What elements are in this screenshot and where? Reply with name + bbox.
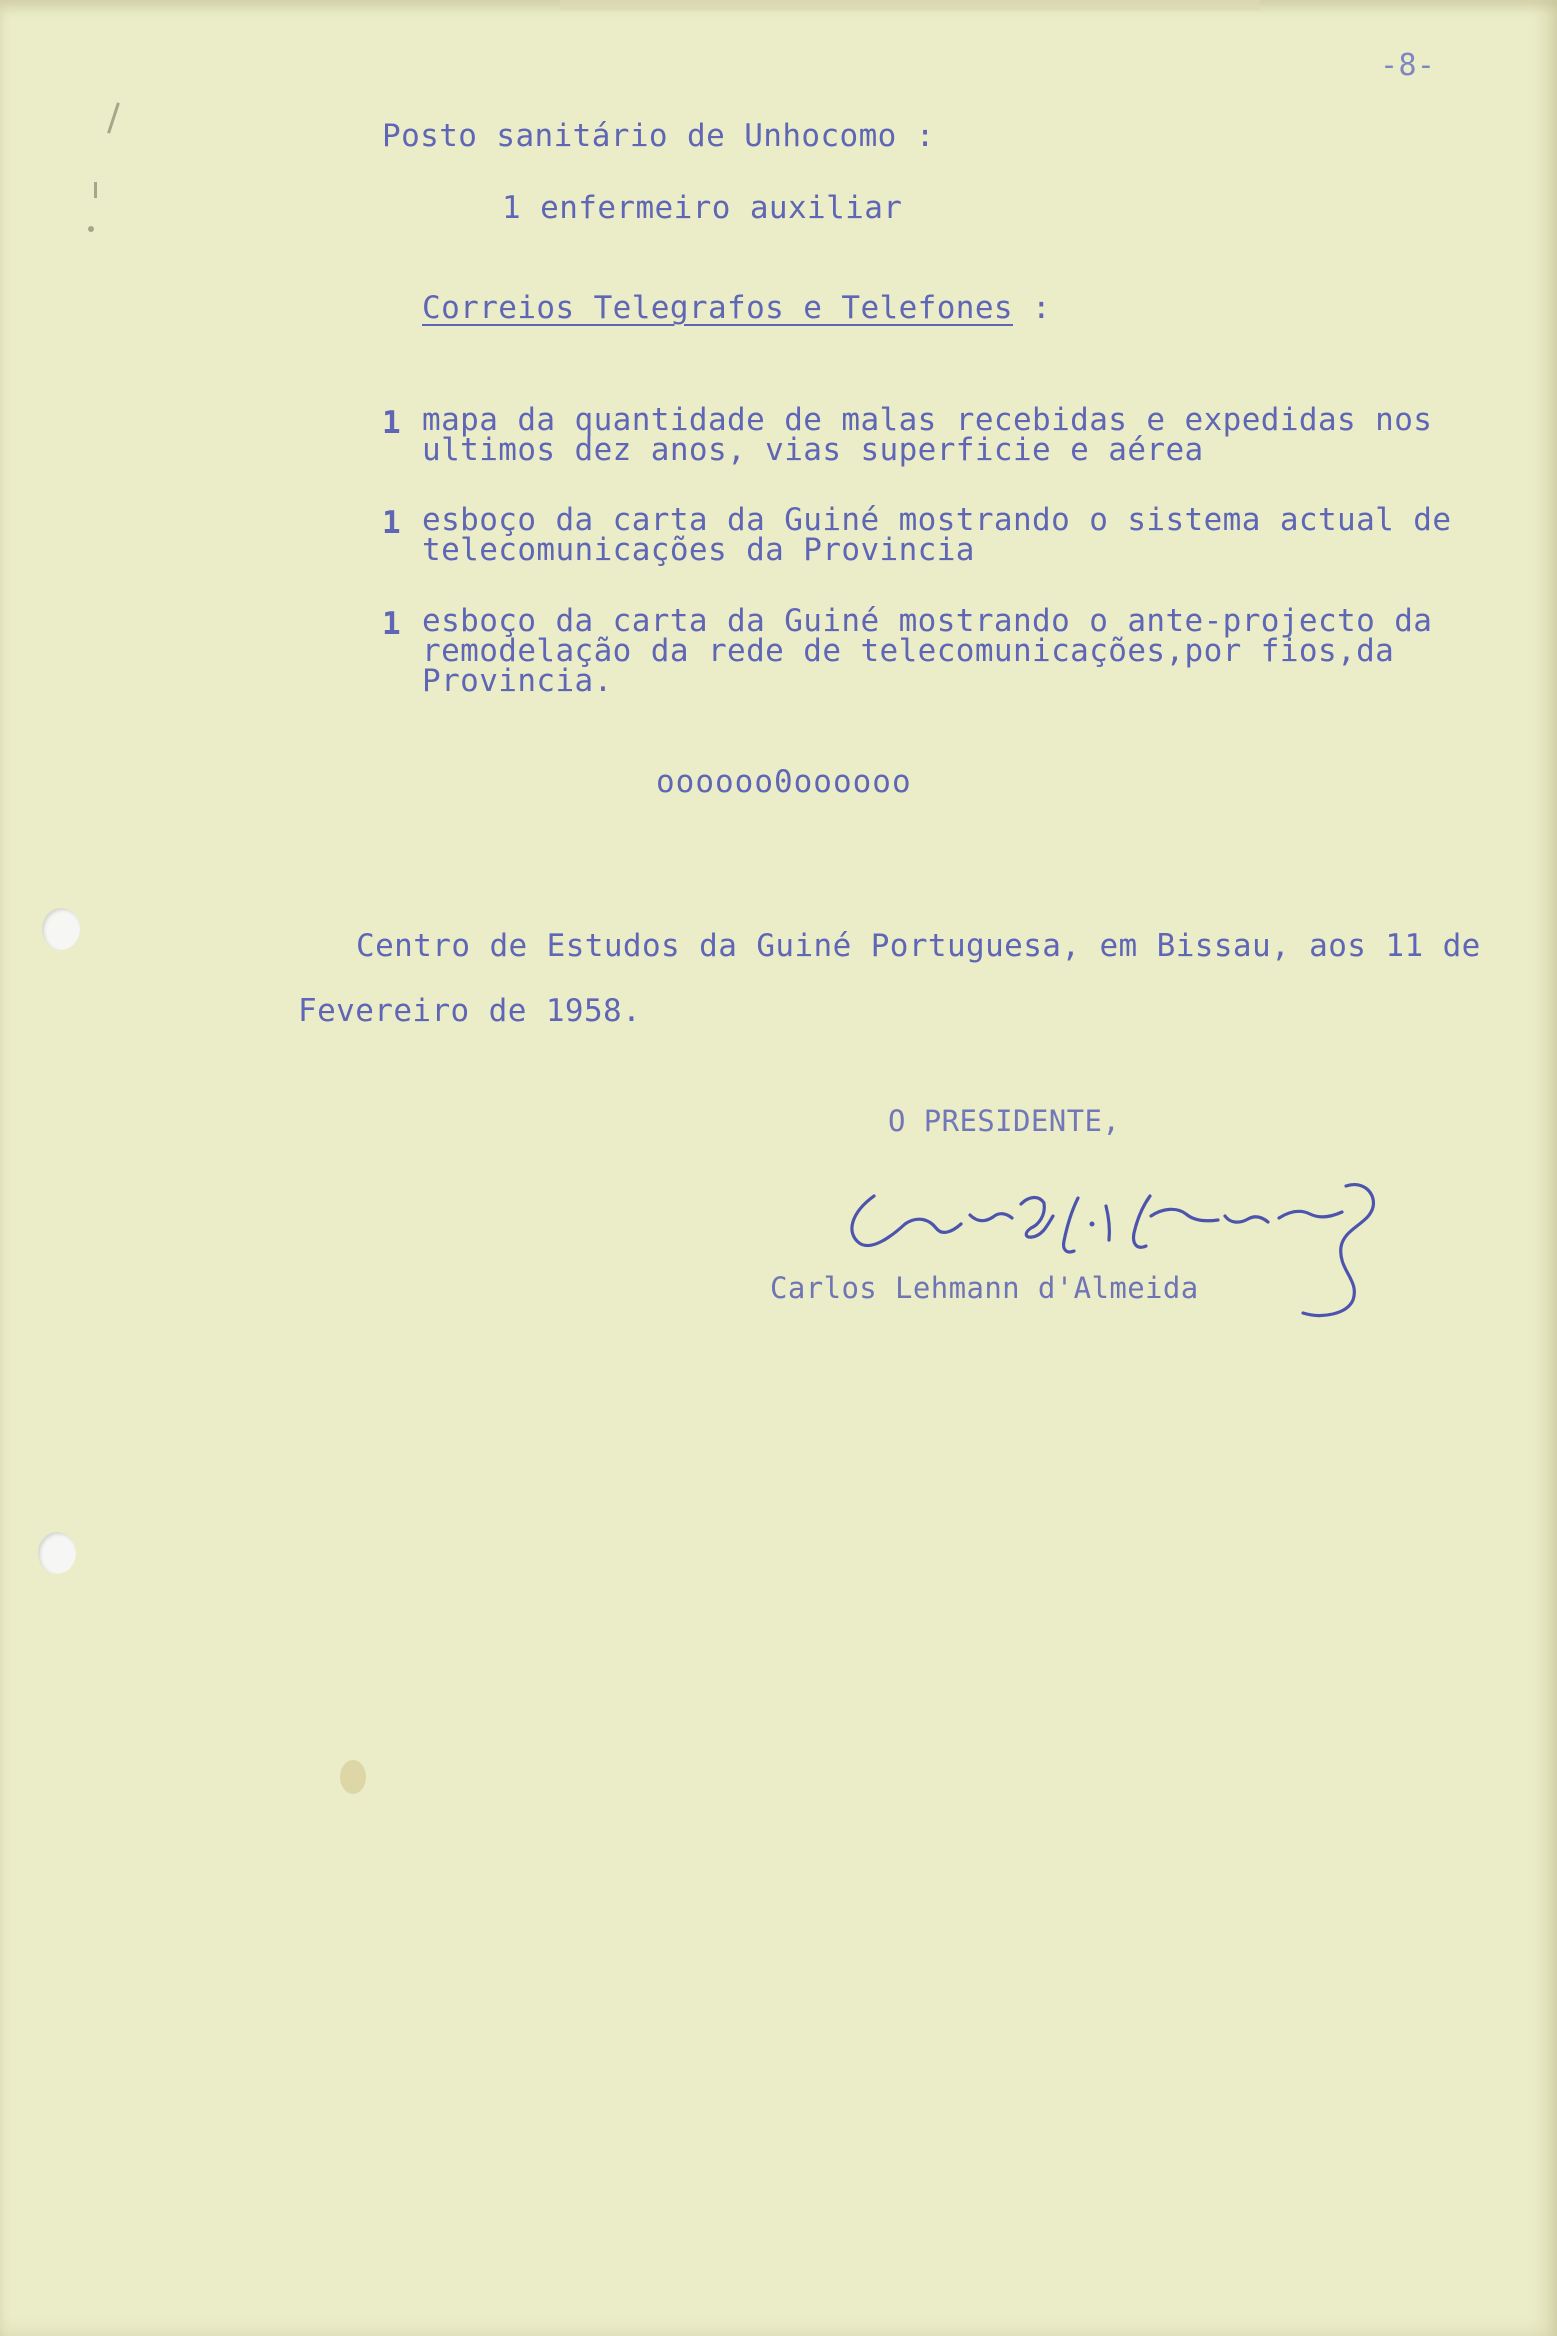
section-suffix: : bbox=[1012, 290, 1052, 326]
item-text: mapa da quantidade de malas recebidas e expedidas nos ultimos dez anos, vias superficie e aérea bbox=[422, 402, 1433, 468]
closing-line-2: Fevereiro de 1958. bbox=[298, 993, 642, 1029]
heading-item: 1 enfermeiro auxiliar bbox=[502, 190, 903, 226]
ink-mark bbox=[107, 102, 120, 133]
paper-stain bbox=[340, 1760, 366, 1794]
item-number: 1 bbox=[382, 606, 402, 642]
item-number: 1 bbox=[382, 405, 402, 441]
separator-line: oooooo0oooooo bbox=[656, 764, 912, 800]
section-title: Correios Telegrafos e Telefones bbox=[422, 290, 1013, 326]
page-number: -8- bbox=[1380, 48, 1436, 83]
punch-hole bbox=[38, 1532, 76, 1574]
ink-mark bbox=[88, 226, 94, 232]
punch-hole bbox=[42, 908, 80, 950]
paper-edge-strip bbox=[560, 0, 1260, 10]
item-text: esboço da carta da Guiné mostrando o ante-projecto da remodelação da rede de telecomunicações,por fios,da Provincia. bbox=[422, 603, 1433, 699]
section-heading bbox=[422, 290, 1051, 326]
handwritten-signature bbox=[828, 1176, 1388, 1336]
item-text: esboço da carta da Guiné mostrando o sistema actual de telecomunicações da Provincia bbox=[422, 502, 1452, 568]
item-number: 1 bbox=[382, 505, 402, 541]
president-title: O PRESIDENTE, bbox=[888, 1104, 1121, 1138]
closing-line-1: Centro de Estudos da Guiné Portuguesa, em Bissau, aos 11 de bbox=[356, 928, 1481, 964]
heading: Posto sanitário de Unhocomo : bbox=[382, 118, 935, 154]
signatory-name: Carlos Lehmann d'Almeida bbox=[770, 1271, 1199, 1305]
ink-mark bbox=[94, 182, 97, 198]
